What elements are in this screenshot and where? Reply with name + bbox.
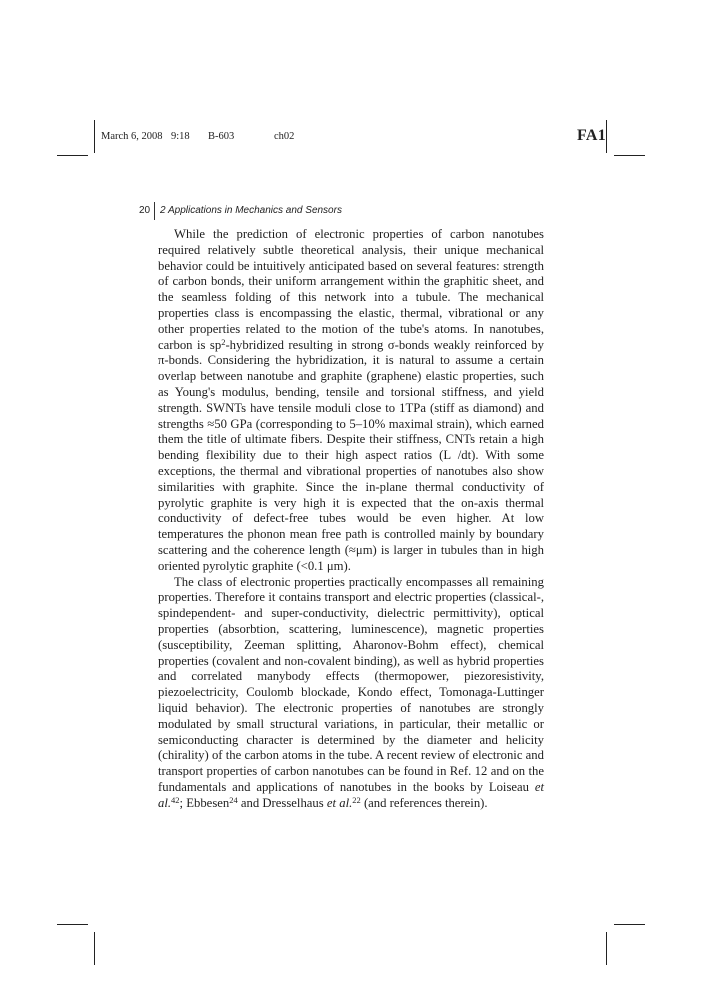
running-head-rule: [154, 202, 155, 220]
chapter-title: 2 Applications in Mechanics and Sensors: [160, 205, 342, 216]
reference-number: 24: [229, 794, 238, 805]
body-text: [158, 227, 544, 811]
et-al: et al.: [158, 779, 544, 810]
crop-mark: [57, 924, 88, 925]
slug-book-code: B-603: [208, 131, 235, 142]
paragraph: [158, 227, 544, 575]
superscript: 2: [221, 336, 226, 347]
crop-mark: [606, 932, 607, 965]
reference-number: 42: [171, 794, 180, 805]
paragraph-text: and Dresselhaus: [237, 795, 327, 810]
paragraph-text: The class of electronic properties practically encompasses all remaining properties. Therefore it contains transport and electric properties (classical-, spindependent- and super-conductivity, dielectric permittivity), optical properties (absorbtion, scattering, luminescence), magnetic properties (susceptibility, Zeeman splitting, Aharonov-Bohm effect), chemical properties (covalent and non-covalent binding), as well as hybrid properties and correlated manybody effects (thermopower, piezoresistivity, piezoelectricity, Coulomb blockade, Kondo effect, Tomonaga-Luttinger liquid behavior). The electronic properties of nanotubes are strongly modulated by small structural variations, in particular, their metallic or semiconducting character is determined by the diameter and helicity (chirality) of the carbon atoms in the tube. A recent review of electronic and transport properties of carbon nanotubes can be found in Ref. 12 and on the fundamentals and applications of nanotubes in the books by Loiseau: [158, 574, 544, 794]
et-al: et al.: [326, 795, 353, 810]
slug-time: 9:18: [171, 131, 190, 142]
running-head: [139, 205, 559, 221]
printer-slug: [101, 127, 606, 147]
crop-mark: [57, 155, 88, 156]
paragraph-text: -hybridized resulting in strong σ-bonds weakly reinforced by π-bonds. Considering the hybridization, it is natural to assume a certain overlap between nanotube and graphite (graphene) elastic properties, such as Young's modulus, bending, tensile and torsional stiffness, and yield strength. SWNTs have tensile moduli close to 1TPa (stiff as diamond) and strengths ≈50 GPa (corresponding to 5–10% maximal strain), which earned them the title of ultimate fibers. Despite their stiffness, CNTs retain a high bending flexibility due to their high aspect ratios (L /dt). With some exceptions, the thermal and vibrational properties of nanotubes also show similarities with graphite. Since the in-plane thermal conductivity of pyrolytic graphite is very high it is expected that the on-axis thermal conductivity of defect-free tubes would be even higher. At low temperatures the phonon mean free path is controlled mainly by boundary scattering and the coherence length (≈μm) is larger in tubules than in high oriented pyrolytic graphite (<0.1 μm).: [158, 337, 545, 573]
slug-mark: FA1: [576, 127, 606, 144]
slug-date: March 6, 2008: [101, 131, 163, 142]
reference-number: 22: [352, 794, 361, 805]
paragraph-text: (and references therein).: [360, 795, 488, 810]
paragraph: [158, 575, 544, 812]
paragraph-text: While the prediction of electronic properties of carbon nanotubes required relatively subtle theoretical analysis, their unique mechanical behavior could be intuitively anticipated based on several features: strength of carbon bonds, their uniform arrangement within the graphitic sheet, and the seamless folding of this network into a tubule. The mechanical properties class is encompassing the elastic, thermal, vibrational or any other properties related to the motion of the tube's atoms. In nanotubes, carbon is sp: [158, 227, 544, 352]
crop-mark: [614, 155, 645, 156]
crop-mark: [94, 932, 95, 965]
crop-mark: [606, 120, 607, 153]
crop-mark: [94, 120, 95, 153]
page-number: 20: [139, 205, 151, 216]
slug-chapter-id: ch02: [274, 131, 295, 142]
paragraph-text: ; Ebbesen: [179, 795, 230, 810]
crop-mark: [614, 924, 645, 925]
